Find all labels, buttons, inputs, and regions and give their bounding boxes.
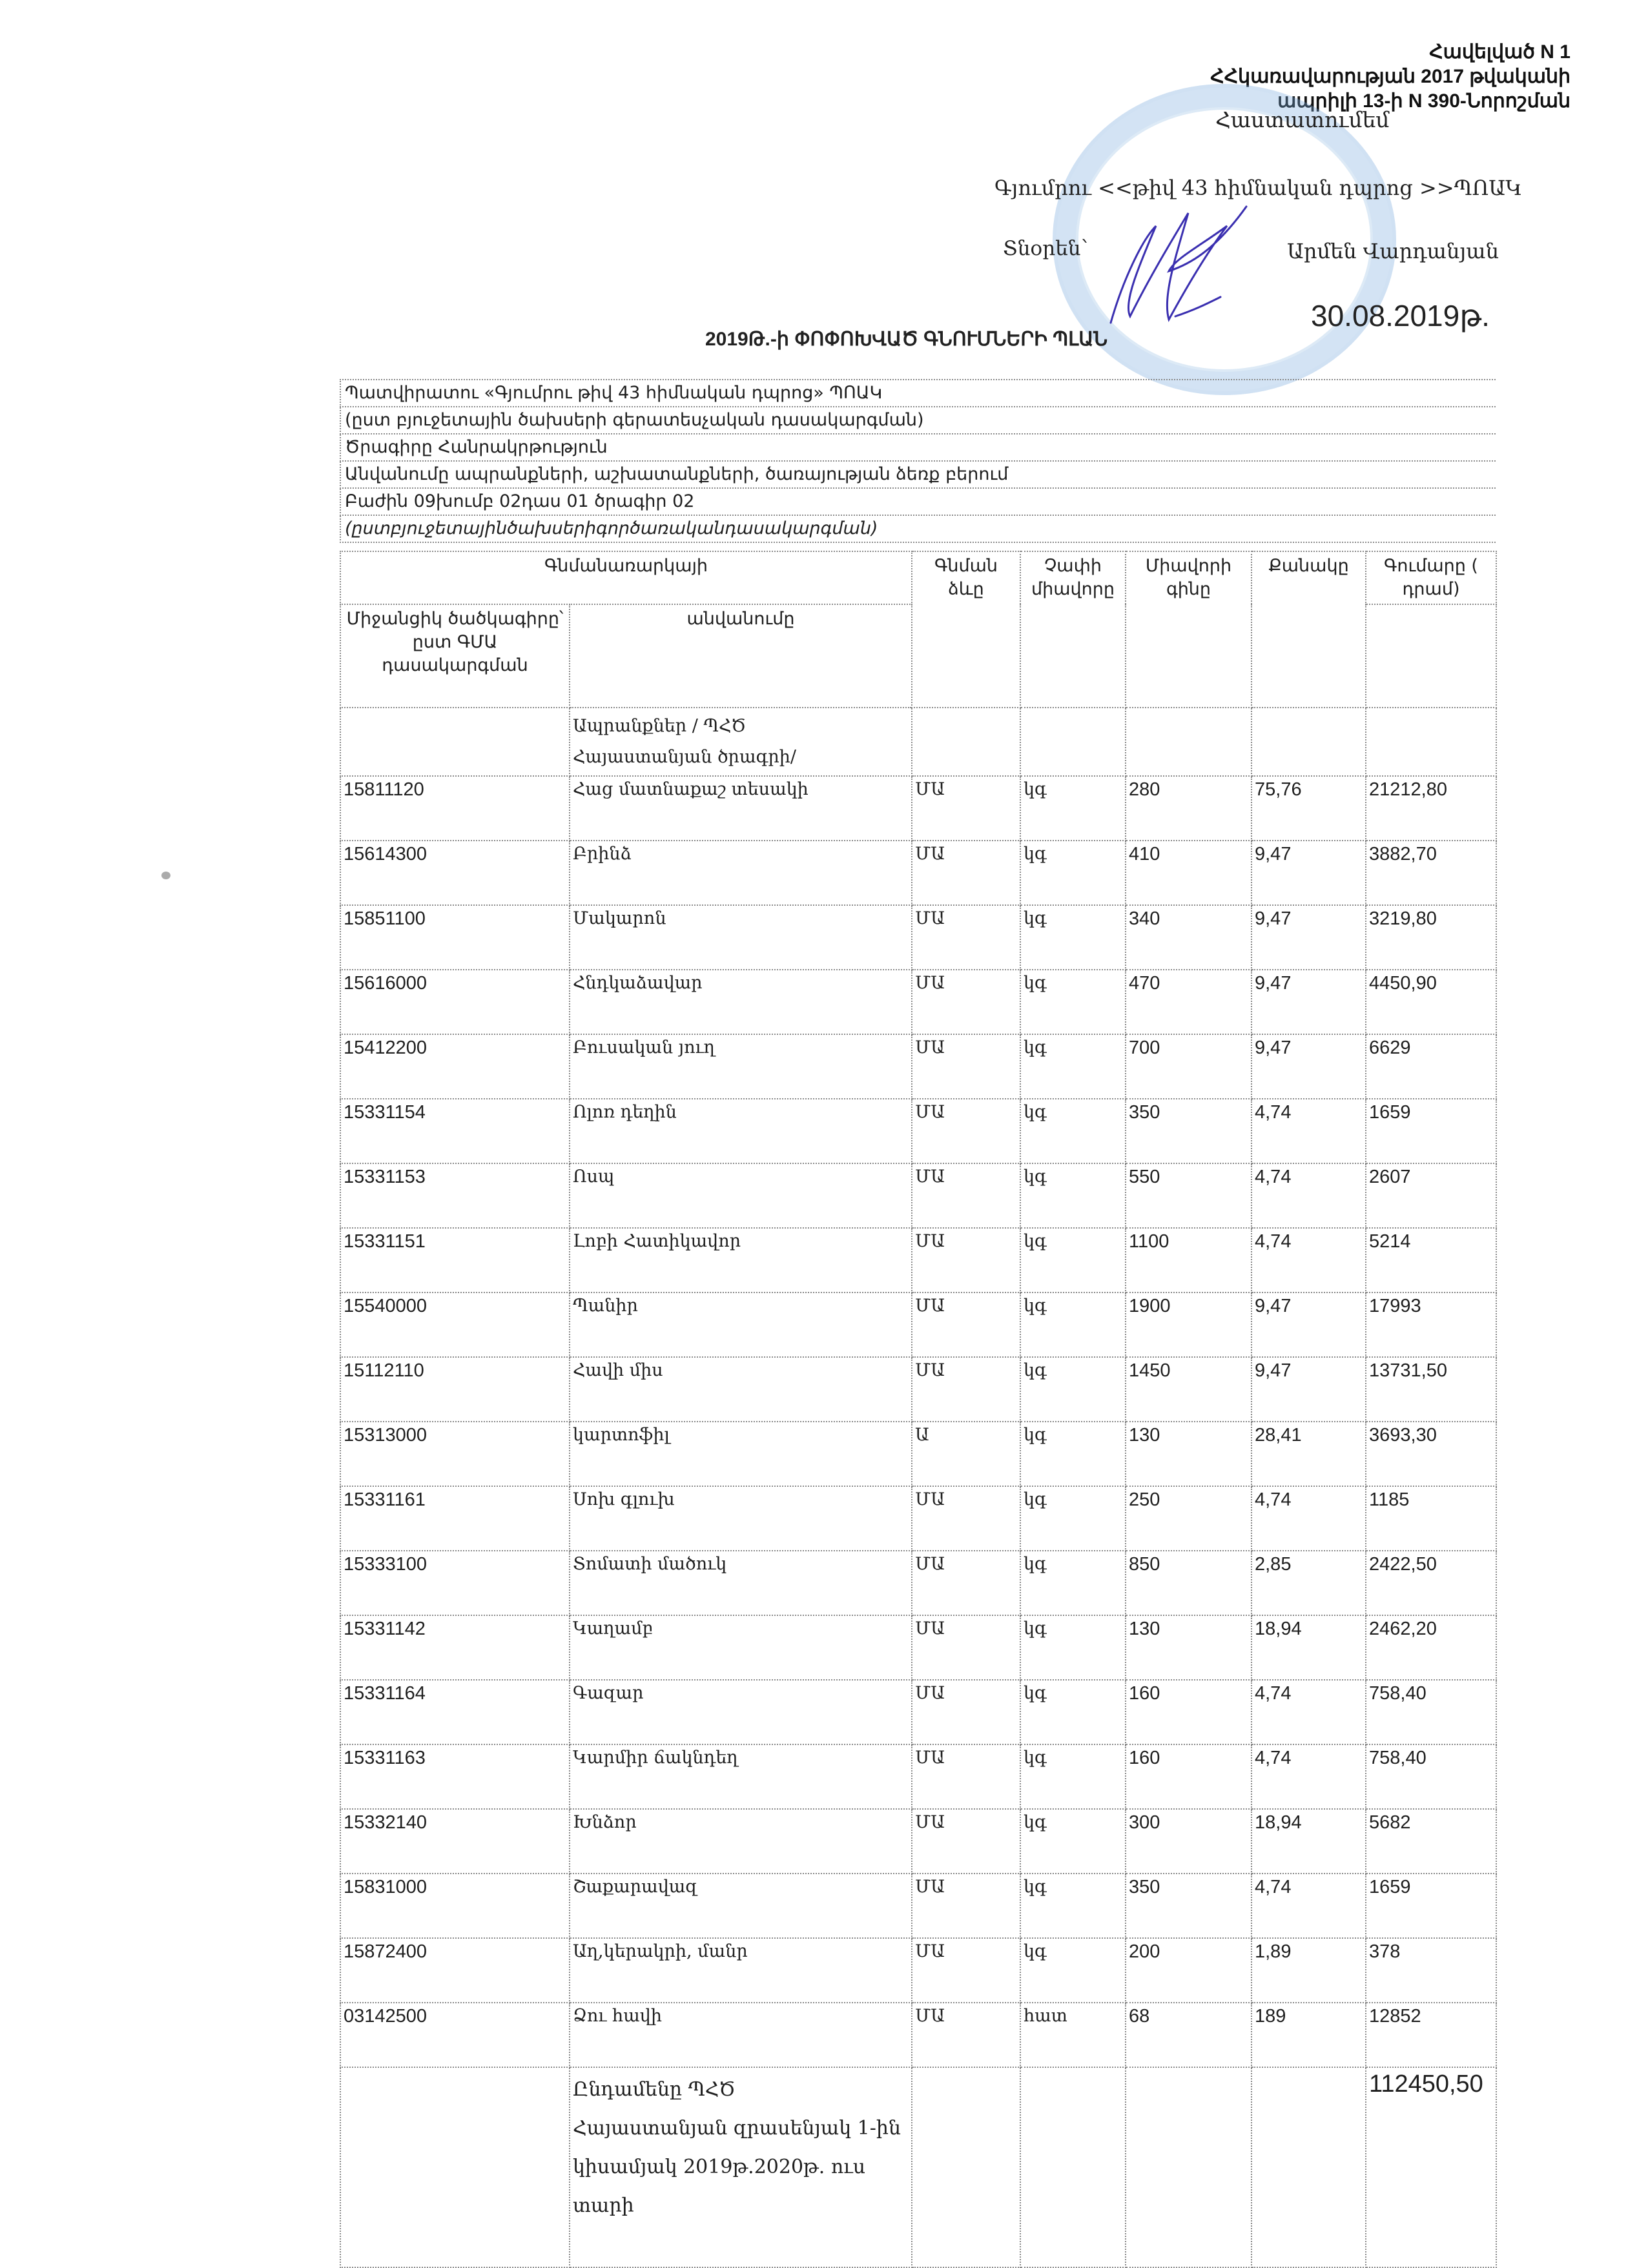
item-amount: 1185 bbox=[1366, 1486, 1496, 1551]
item-quantity-value: 550 bbox=[1126, 1163, 1251, 1228]
item-unit: կգ bbox=[1020, 1938, 1126, 2003]
total-amount: 112450,50 bbox=[1366, 2067, 1496, 2267]
item-method: ՄԱ bbox=[912, 1486, 1020, 1551]
item-name: Լոբի Հատիկավոր bbox=[570, 1228, 912, 1292]
item-price-value: 189 bbox=[1251, 2003, 1366, 2067]
item-quantity-value: 350 bbox=[1126, 1874, 1251, 1938]
item-amount: 5682 bbox=[1366, 1809, 1496, 1874]
item-code: 15331153 bbox=[340, 1163, 570, 1228]
table-row bbox=[340, 1099, 1496, 1163]
item-method: ՄԱ bbox=[912, 1099, 1020, 1163]
item-code: 15331164 bbox=[340, 1680, 570, 1744]
item-price-value: 4,74 bbox=[1251, 1163, 1366, 1228]
item-price-value: 9,47 bbox=[1251, 841, 1366, 905]
item-quantity-value: 300 bbox=[1126, 1809, 1251, 1874]
item-code: 15831000 bbox=[340, 1874, 570, 1938]
item-name: Ոլոռ դեղին bbox=[570, 1099, 912, 1163]
item-quantity-value: 1100 bbox=[1126, 1228, 1251, 1292]
table-row bbox=[340, 1292, 1496, 1357]
item-code: 03142500 bbox=[340, 2003, 570, 2067]
table-row bbox=[340, 1486, 1496, 1551]
section-code-cell bbox=[340, 708, 570, 776]
annex-line: Հավելված N 1 bbox=[1429, 41, 1571, 63]
item-code: 15811120 bbox=[340, 776, 570, 841]
section-label-line: Ապրանքներ / ՊՀԾ bbox=[573, 716, 747, 736]
item-code: 15872400 bbox=[340, 1938, 570, 2003]
table-row bbox=[340, 905, 1496, 970]
item-unit: կգ bbox=[1020, 1422, 1126, 1486]
item-code: 15614300 bbox=[340, 841, 570, 905]
item-unit: հատ bbox=[1020, 2003, 1126, 2067]
item-unit: կգ bbox=[1020, 1228, 1126, 1292]
annex-line: ՀՀկառավարության 2017 թվականի bbox=[1210, 66, 1571, 87]
item-price-value: 9,47 bbox=[1251, 1034, 1366, 1099]
section-label bbox=[570, 708, 912, 776]
item-method: ՄԱ bbox=[912, 905, 1020, 970]
table-row bbox=[340, 1422, 1496, 1486]
item-price-value: 18,94 bbox=[1251, 1809, 1366, 1874]
item-price-value: 4,74 bbox=[1251, 1099, 1366, 1163]
table-row bbox=[340, 970, 1496, 1034]
item-name: Գազար bbox=[570, 1680, 912, 1744]
director-name: Արմեն Վարդանյան bbox=[1287, 239, 1499, 263]
item-code: 15851100 bbox=[340, 905, 570, 970]
item-amount: 6629 bbox=[1366, 1034, 1496, 1099]
total-label-line: Հայաստանյան զրասենյակ 1-ին կիսամյակ 2019թ.2020թ. ուս տարի bbox=[573, 2117, 901, 2217]
item-amount: 378 bbox=[1366, 1938, 1496, 2003]
item-unit: կգ bbox=[1020, 841, 1126, 905]
header-amount-blank bbox=[1366, 604, 1496, 708]
item-amount: 3219,80 bbox=[1366, 905, 1496, 970]
item-name: Խնձոր bbox=[570, 1809, 912, 1874]
item-method: ՄԱ bbox=[912, 776, 1020, 841]
item-name: Ձու հավի bbox=[570, 2003, 912, 2067]
item-name: Հաց մատնաքաշ տեսակի bbox=[570, 776, 912, 841]
budget-section-row: Բաժին 09խումբ 02դաս 01 ծրագիր 02 bbox=[340, 489, 1496, 516]
item-code: 15333100 bbox=[340, 1551, 570, 1615]
table-row bbox=[340, 1615, 1496, 1680]
item-amount: 1659 bbox=[1366, 1099, 1496, 1163]
table-row bbox=[340, 1874, 1496, 1938]
item-code: 15540000 bbox=[340, 1292, 570, 1357]
item-method: ՄԱ bbox=[912, 1034, 1020, 1099]
total-row bbox=[340, 2067, 1496, 2267]
item-price-value: 9,47 bbox=[1251, 1357, 1366, 1422]
item-method: Ա bbox=[912, 1422, 1020, 1486]
header-quantity: Քանակը bbox=[1251, 551, 1366, 708]
table-row bbox=[340, 1228, 1496, 1292]
item-amount: 5214 bbox=[1366, 1228, 1496, 1292]
item-unit: կգ bbox=[1020, 1615, 1126, 1680]
item-unit: կգ bbox=[1020, 905, 1126, 970]
item-price-value: 9,47 bbox=[1251, 970, 1366, 1034]
table-row bbox=[340, 1163, 1496, 1228]
item-name: Մակարոն bbox=[570, 905, 912, 970]
total-label bbox=[570, 2067, 912, 2267]
item-price-value: 2,85 bbox=[1251, 1551, 1366, 1615]
item-unit: կգ bbox=[1020, 1034, 1126, 1099]
item-unit: կգ bbox=[1020, 1551, 1126, 1615]
item-code: 15616000 bbox=[340, 970, 570, 1034]
item-method: ՄԱ bbox=[912, 1357, 1020, 1422]
document-title: 2019Թ.-ի ՓՈՓՈԽՎԱԾ ԳՆՈՒՄՆԵՐԻ ՊԼԱՆ bbox=[705, 329, 1108, 350]
table-row bbox=[340, 1034, 1496, 1099]
item-unit: կգ bbox=[1020, 1357, 1126, 1422]
item-price-value: 9,47 bbox=[1251, 905, 1366, 970]
table-row bbox=[340, 1809, 1496, 1874]
item-unit: կգ bbox=[1020, 1099, 1126, 1163]
item-amount: 21212,80 bbox=[1366, 776, 1496, 841]
scan-speck bbox=[161, 872, 170, 879]
item-name: Պանիր bbox=[570, 1292, 912, 1357]
functional-classification-note: (ըստբյուջետայինծախսերիգործառականդասակարգման) bbox=[340, 516, 1496, 543]
item-quantity-value: 160 bbox=[1126, 1680, 1251, 1744]
item-quantity-value: 340 bbox=[1126, 905, 1251, 970]
item-quantity-value: 160 bbox=[1126, 1744, 1251, 1809]
item-method: ՄԱ bbox=[912, 841, 1020, 905]
total-code-cell bbox=[340, 2067, 570, 2267]
item-amount: 1659 bbox=[1366, 1874, 1496, 1938]
header-amount: Գումարը ( դրամ) bbox=[1366, 551, 1496, 604]
item-method: ՄԱ bbox=[912, 1874, 1020, 1938]
section-row bbox=[340, 708, 1496, 776]
item-unit: կգ bbox=[1020, 1809, 1126, 1874]
item-price-value: 4,74 bbox=[1251, 1744, 1366, 1809]
item-method: ՄԱ bbox=[912, 2003, 1020, 2067]
header-unit-price: Միավորի գինը bbox=[1126, 551, 1251, 708]
item-name: Հնդկաձավար bbox=[570, 970, 912, 1034]
item-name: Ոսպ bbox=[570, 1163, 912, 1228]
annex-header bbox=[1210, 40, 1571, 114]
table-row bbox=[340, 1551, 1496, 1615]
classification-note: (ըստ բյուջետային ծախսերի գերատեսչական դասակարգման) bbox=[340, 407, 1496, 434]
item-name: Բրինձ bbox=[570, 841, 912, 905]
item-quantity-value: 250 bbox=[1126, 1486, 1251, 1551]
item-amount: 2462,20 bbox=[1366, 1615, 1496, 1680]
item-unit: կգ bbox=[1020, 1680, 1126, 1744]
item-code: 15331163 bbox=[340, 1744, 570, 1809]
total-label-line: Ընդամենը ՊՀԾ bbox=[573, 2078, 736, 2101]
item-method: ՄԱ bbox=[912, 1551, 1020, 1615]
item-code: 15412200 bbox=[340, 1034, 570, 1099]
table-row bbox=[340, 1938, 1496, 2003]
procurement-table bbox=[340, 551, 1497, 2268]
item-name: Սոխ գլուխ bbox=[570, 1486, 912, 1551]
item-method: ՄԱ bbox=[912, 1744, 1020, 1809]
school-name: Գյումրու <<թիվ 43 հիմնական դպրոց >>ՊՈԱԿ bbox=[994, 176, 1522, 200]
item-unit: կգ bbox=[1020, 776, 1126, 841]
item-price-value: 4,74 bbox=[1251, 1680, 1366, 1744]
item-price-value: 18,94 bbox=[1251, 1615, 1366, 1680]
item-price-value: 28,41 bbox=[1251, 1422, 1366, 1486]
item-amount: 13731,50 bbox=[1366, 1357, 1496, 1422]
item-price-value: 4,74 bbox=[1251, 1874, 1366, 1938]
item-name: Հավի միս bbox=[570, 1357, 912, 1422]
item-quantity-value: 700 bbox=[1126, 1034, 1251, 1099]
item-amount: 758,40 bbox=[1366, 1744, 1496, 1809]
item-unit: կգ bbox=[1020, 1163, 1126, 1228]
item-price-value: 75,76 bbox=[1251, 776, 1366, 841]
table-row bbox=[340, 1357, 1496, 1422]
item-quantity-value: 410 bbox=[1126, 841, 1251, 905]
item-method: ՄԱ bbox=[912, 1292, 1020, 1357]
table-row bbox=[340, 1680, 1496, 1744]
item-quantity-value: 850 bbox=[1126, 1551, 1251, 1615]
item-method: ՄԱ bbox=[912, 1680, 1020, 1744]
item-code: 15112110 bbox=[340, 1357, 570, 1422]
item-code: 15331154 bbox=[340, 1099, 570, 1163]
header-unit: Չափի միավորը bbox=[1020, 551, 1126, 708]
item-quantity-value: 130 bbox=[1126, 1615, 1251, 1680]
annex-line: ապրիլի 13-ի N 390-Նորոշման bbox=[1277, 90, 1571, 112]
approve-label: Հաստատումեմ bbox=[1215, 107, 1390, 132]
item-method: ՄԱ bbox=[912, 1163, 1020, 1228]
item-price-value: 4,74 bbox=[1251, 1486, 1366, 1551]
item-method: ՄԱ bbox=[912, 1938, 1020, 2003]
table-row bbox=[340, 841, 1496, 905]
director-label: Տնօրեն՝ bbox=[1003, 237, 1088, 260]
header-name: անվանումը bbox=[570, 604, 912, 708]
item-code: 15332140 bbox=[340, 1809, 570, 1874]
item-quantity-value: 68 bbox=[1126, 2003, 1251, 2067]
item-amount: 2607 bbox=[1366, 1163, 1496, 1228]
item-code: 15331151 bbox=[340, 1228, 570, 1292]
item-unit: կգ bbox=[1020, 970, 1126, 1034]
item-method: ՄԱ bbox=[912, 1809, 1020, 1874]
item-code: 15313000 bbox=[340, 1422, 570, 1486]
item-amount: 17993 bbox=[1366, 1292, 1496, 1357]
item-unit: կգ bbox=[1020, 1744, 1126, 1809]
item-name: կարտոֆիլ bbox=[570, 1422, 912, 1486]
item-quantity-value: 130 bbox=[1126, 1422, 1251, 1486]
table-row bbox=[340, 2003, 1496, 2067]
item-price-value: 4,74 bbox=[1251, 1228, 1366, 1292]
item-name: Կարմիր ճակնդեղ bbox=[570, 1744, 912, 1809]
item-name: Տոմատի մածուկ bbox=[570, 1551, 912, 1615]
approval-date: 30.08.2019թ. bbox=[1311, 299, 1490, 332]
item-method: ՄԱ bbox=[912, 1228, 1020, 1292]
header-procurement-object: Գնմանառարկայի bbox=[340, 551, 912, 604]
item-price-value: 9,47 bbox=[1251, 1292, 1366, 1357]
signature-icon bbox=[1098, 200, 1266, 329]
header-code: Միջանցիկ ծածկագիրը՝ ըստ ԳՄԱ դասակարգման bbox=[340, 604, 570, 708]
item-unit: կգ bbox=[1020, 1292, 1126, 1357]
item-code: 15331161 bbox=[340, 1486, 570, 1551]
item-amount: 4450,90 bbox=[1366, 970, 1496, 1034]
item-quantity-value: 470 bbox=[1126, 970, 1251, 1034]
item-unit: կգ bbox=[1020, 1874, 1126, 1938]
purchase-name-row: Անվանումը ապրանքների, աշխատանքների, ծառայության ձեռք բերում bbox=[340, 462, 1496, 489]
table-row bbox=[340, 776, 1496, 841]
item-name: Բուսական յուղ bbox=[570, 1034, 912, 1099]
item-unit: կգ bbox=[1020, 1486, 1126, 1551]
item-amount: 3693,30 bbox=[1366, 1422, 1496, 1486]
item-quantity-value: 350 bbox=[1126, 1099, 1251, 1163]
item-method: ՄԱ bbox=[912, 1615, 1020, 1680]
item-amount: 2422,50 bbox=[1366, 1551, 1496, 1615]
header-method: Գնման ձևը bbox=[912, 551, 1020, 708]
item-code: 15331142 bbox=[340, 1615, 570, 1680]
item-quantity-value: 280 bbox=[1126, 776, 1251, 841]
section-label-line: Հայաստանյան ծրագրի/ bbox=[573, 747, 796, 767]
item-amount: 12852 bbox=[1366, 2003, 1496, 2067]
table-row bbox=[340, 1744, 1496, 1809]
item-price-value: 1,89 bbox=[1251, 1938, 1366, 2003]
item-name: Կաղամբ bbox=[570, 1615, 912, 1680]
item-quantity-value: 1900 bbox=[1126, 1292, 1251, 1357]
program-row: Ծրագիրը Հանրակրթություն bbox=[340, 434, 1496, 462]
item-quantity-value: 200 bbox=[1126, 1938, 1251, 2003]
item-amount: 3882,70 bbox=[1366, 841, 1496, 905]
item-method: ՄԱ bbox=[912, 970, 1020, 1034]
meta-block bbox=[340, 379, 1496, 543]
item-quantity-value: 1450 bbox=[1126, 1357, 1251, 1422]
item-name: Շաքարավազ bbox=[570, 1874, 912, 1938]
item-name: Աղ,կերակրի, մանր bbox=[570, 1938, 912, 2003]
item-amount: 758,40 bbox=[1366, 1680, 1496, 1744]
customer-row: Պատվիրատու «Գյումրու թիվ 43 հիմնական դպրոց» ՊՈԱԿ bbox=[340, 379, 1496, 407]
